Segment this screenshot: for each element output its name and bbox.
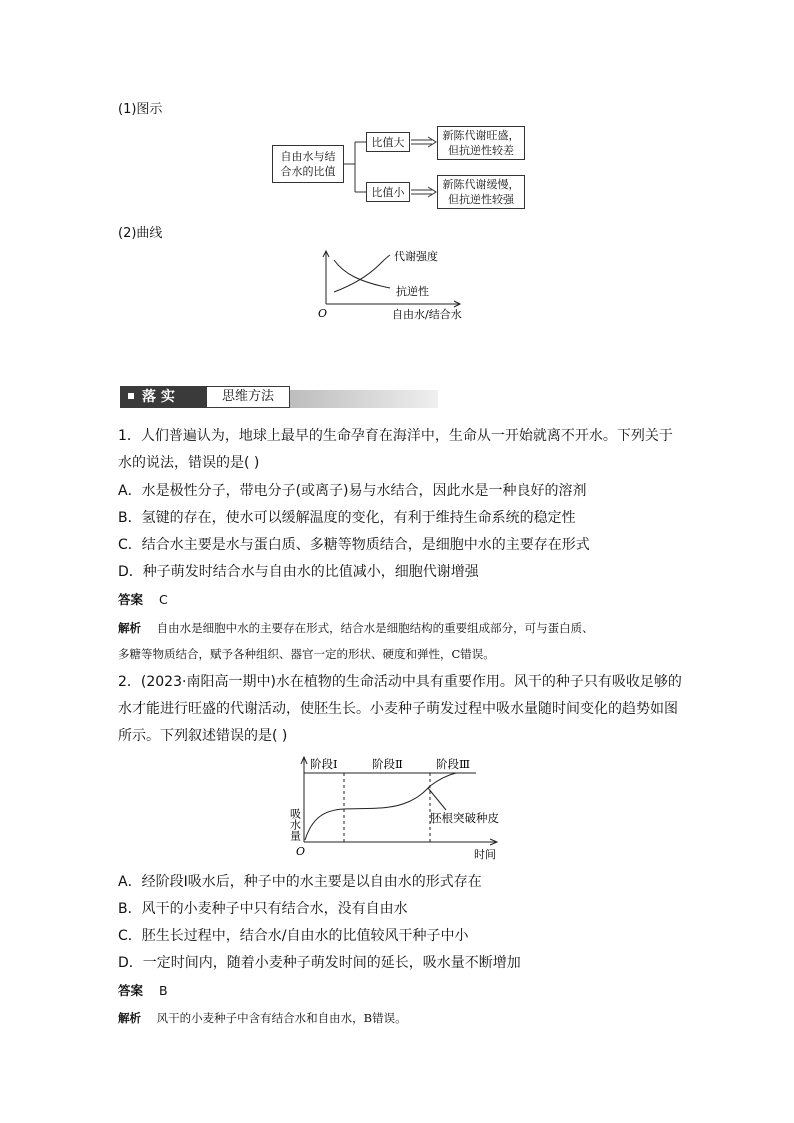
q2-stem-line2: 水才能进行旺盛的代谢活动，使胚生长。小麦种子萌发过程中吸水量随时间变化的趋势如图: [118, 701, 678, 717]
curve-origin: O: [318, 307, 328, 320]
uptake-y-label: 吸水量: [288, 808, 302, 841]
banner-mid: 思维方法: [206, 386, 290, 408]
stage-3-label: 阶段Ⅲ: [436, 757, 471, 771]
q1-explain-label: 解析: [118, 621, 141, 635]
resistance-label: 抗逆性: [396, 285, 429, 298]
diagram-connectors: [0, 0, 794, 230]
diagram-high-box: 比值大: [366, 132, 410, 152]
metabolism-label: 代谢强度: [394, 250, 438, 263]
uptake-curve: [305, 773, 456, 840]
banner-left: 落 实: [120, 386, 206, 408]
curve-x-label: 自由水/结合水: [392, 308, 462, 321]
q2-answer-value: B: [159, 983, 168, 998]
q1-option-b: B．氢键的存在，使水可以缓解温度的变化，有利于维持生命系统的稳定性: [118, 510, 576, 526]
q1-option-c: C．结合水主要是水与蛋白质、多糖等物质结合，是细胞中水的主要存在形式: [118, 537, 590, 553]
stage-1-label: 阶段Ⅰ: [310, 757, 338, 771]
q1-answer-label: 答案: [118, 592, 144, 607]
q1-stem-line1: 1．人们普遍认为，地球上最早的生命孕育在海洋中，生命从一开始就离不开水。下列关于: [118, 428, 673, 444]
uptake-origin: O: [296, 845, 306, 858]
q1-answer: [118, 592, 168, 608]
diagram-high-result-box: 新陈代谢旺盛， 但抗逆性较差: [437, 126, 525, 160]
q1-explanation-line1: 解析 自由水是细胞中水的主要存在形式，结合水是细胞结构的重要组成部分，可与蛋白质、: [118, 621, 594, 635]
diagram-root-line2: 合水的比值: [280, 165, 336, 178]
q2-stem-line3: 所示。下列叙述错误的是( ): [118, 728, 288, 744]
q2-answer-label: 答案: [118, 983, 144, 998]
q2-explain-label: 解析: [118, 1011, 141, 1025]
q1-stem-line2: 水的说法，错误的是( ): [118, 455, 260, 471]
q2-option-c: C．胚生长过程中，结合水/自由水的比值较风干种子中小: [118, 928, 469, 944]
annotation-pointer: [428, 788, 446, 810]
curve-section-label: (2)曲线: [118, 226, 163, 241]
q2-stem-line1: 2．(2023·南阳高一期中)水在植物的生命活动中具有重要作用。风干的种子只有吸收足够的: [118, 674, 682, 690]
diagram-section-label: (1)图示: [118, 102, 163, 117]
diagram-root-line1: 自由水与结: [280, 150, 336, 163]
diagram-low-box: 比值小: [366, 182, 410, 202]
q2-option-a: A．经阶段Ⅰ吸水后，种子中的水主要是以自由水的形式存在: [118, 874, 482, 890]
ratio-curve-chart: [310, 248, 490, 324]
diagram-low-result-box: 新陈代谢缓慢， 但抗逆性较强: [437, 175, 525, 209]
q2-option-b: B．风干的小麦种子中只有结合水，没有自由水: [118, 901, 408, 917]
q2-option-d: D．一定时间内，随着小麦种子萌发时间的延长，吸水量不断增加: [118, 955, 521, 971]
section-banner: [120, 386, 438, 408]
uptake-x-label: 时间: [474, 848, 496, 861]
q2-answer: [118, 983, 168, 999]
q1-option-a: A．水是极性分子，带电分子(或离子)易与水结合，因此水是一种良好的溶剂: [118, 483, 587, 499]
q1-option-d: D．种子萌发时结合水与自由水的比值减小，细胞代谢增强: [118, 564, 479, 580]
banner-gradient: [290, 390, 438, 408]
q2-explanation-line1: 解析 风干的小麦种子中含有结合水和自由水，B错误。: [118, 1011, 407, 1025]
annotation-label: 胚根突破种皮: [430, 811, 499, 825]
banner-square-icon: [128, 393, 134, 399]
water-uptake-chart: [280, 752, 510, 862]
q1-answer-value: C: [159, 592, 168, 607]
resistance-curve: [334, 260, 390, 288]
stage-2-label: 阶段Ⅱ: [372, 757, 403, 771]
q1-explanation-line2: 多糖等物质结合，赋予各种组织、器官一定的形状、硬度和弹性，C错误。: [118, 647, 495, 661]
